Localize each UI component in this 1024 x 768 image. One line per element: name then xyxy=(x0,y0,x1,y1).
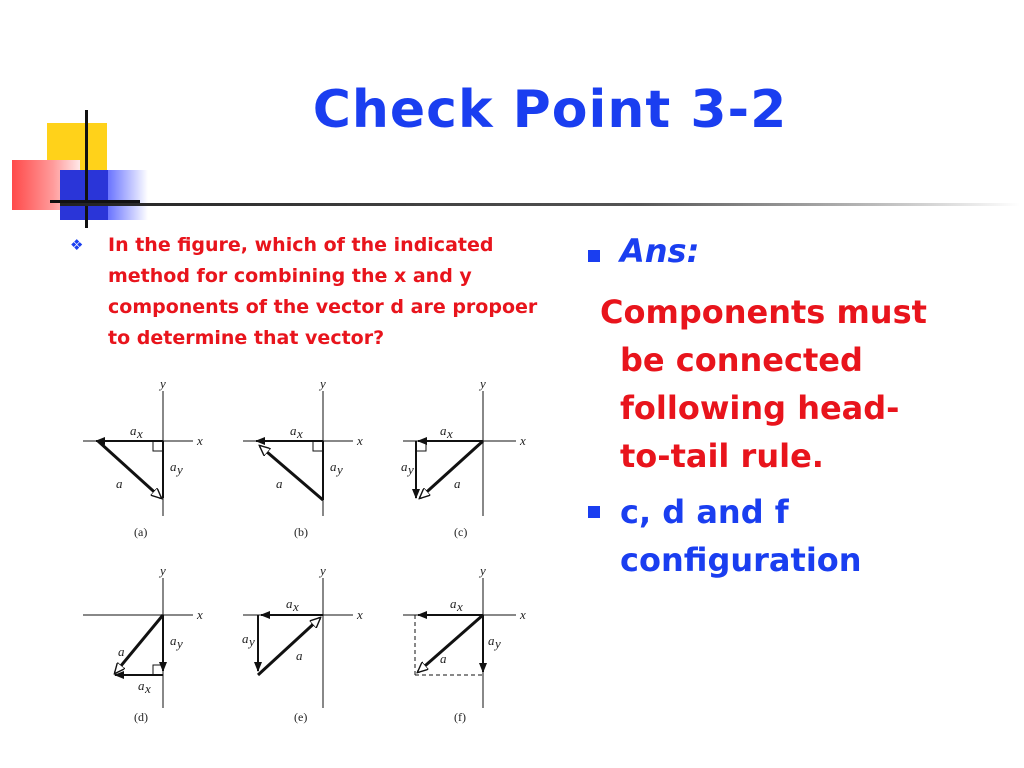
comp-y-label: a xyxy=(242,631,249,646)
comp-y-label: a xyxy=(488,633,495,648)
vector-label: a xyxy=(454,476,461,491)
axis-x-label: x xyxy=(357,607,363,622)
comp-y-sub: y xyxy=(177,636,183,651)
vector-diagram-svg xyxy=(68,378,548,728)
comp-x-label: a xyxy=(138,678,145,693)
vector-figures xyxy=(68,378,548,728)
comp-x-sub: x xyxy=(137,426,143,441)
axis-x-label: x xyxy=(357,433,363,448)
answer-text xyxy=(600,288,960,480)
panel-d xyxy=(83,563,203,724)
diamond-bullet-icon: ❖ xyxy=(70,236,84,254)
axis-x-label: x xyxy=(197,607,203,622)
vector-label: a xyxy=(116,476,123,491)
title-divider xyxy=(60,203,1020,206)
axis-y-label: y xyxy=(320,563,326,578)
answer-line-3: following head- xyxy=(620,389,900,427)
answer-line-2: be connected xyxy=(620,341,863,379)
comp-x-label: a xyxy=(440,423,447,438)
panel-c xyxy=(401,376,526,539)
axis-x-label: x xyxy=(520,607,526,622)
answer-label: Ans: xyxy=(620,232,700,270)
axis-y-label: y xyxy=(480,376,486,391)
axis-x-label: x xyxy=(520,433,526,448)
comp-y-sub: y xyxy=(408,462,414,477)
axis-y-label: y xyxy=(480,563,486,578)
axis-y-label: y xyxy=(320,376,326,391)
comp-x-sub: x xyxy=(297,426,303,441)
caption-e: (e) xyxy=(294,710,308,724)
caption-b: (b) xyxy=(294,525,308,539)
decor-blue-fade xyxy=(108,170,148,220)
comp-x-label: a xyxy=(290,423,297,438)
axis-y-label: y xyxy=(160,376,166,391)
comp-x-label: a xyxy=(286,596,293,611)
answer-line-4: to-tail rule. xyxy=(620,437,824,475)
axis-x-label: x xyxy=(197,433,203,448)
comp-y-label: a xyxy=(330,459,337,474)
comp-x-sub: x xyxy=(457,599,463,614)
panel-a xyxy=(83,376,203,539)
axis-y-label: y xyxy=(160,563,166,578)
comp-y-sub: y xyxy=(249,634,255,649)
caption-c: (c) xyxy=(454,525,468,539)
comp-y-label: a xyxy=(170,633,177,648)
comp-y-sub: y xyxy=(495,636,501,651)
comp-x-sub: x xyxy=(145,681,151,696)
vector-label: a xyxy=(276,476,283,491)
comp-y-label: a xyxy=(170,459,177,474)
panel-f xyxy=(403,563,526,724)
panel-e xyxy=(242,563,363,724)
comp-x-sub: x xyxy=(447,426,453,441)
answer-configurations: c, d and f configuration xyxy=(620,493,862,579)
question-text: In the figure, which of the indicated method for combining the x and y components of the vector d are propoer to determine that vector? xyxy=(108,234,538,349)
decor-vertical-line xyxy=(85,110,88,228)
vector-label: a xyxy=(440,651,447,666)
comp-y-sub: y xyxy=(337,462,343,477)
caption-d: (d) xyxy=(134,710,148,724)
comp-y-sub: y xyxy=(177,462,183,477)
vector-label: a xyxy=(296,648,303,663)
page-title: Check Point 3-2 xyxy=(312,80,788,140)
comp-y-label: a xyxy=(401,459,408,474)
vector-label: a xyxy=(118,644,125,659)
caption-a: (a) xyxy=(134,525,148,539)
comp-x-label: a xyxy=(450,596,457,611)
square-bullet-icon xyxy=(588,506,600,518)
comp-x-sub: x xyxy=(293,599,299,614)
panel-b xyxy=(243,376,363,539)
answer-line-1: Components must xyxy=(600,293,927,331)
square-bullet-icon xyxy=(588,250,600,262)
caption-f: (f) xyxy=(454,710,466,724)
comp-x-label: a xyxy=(130,423,137,438)
